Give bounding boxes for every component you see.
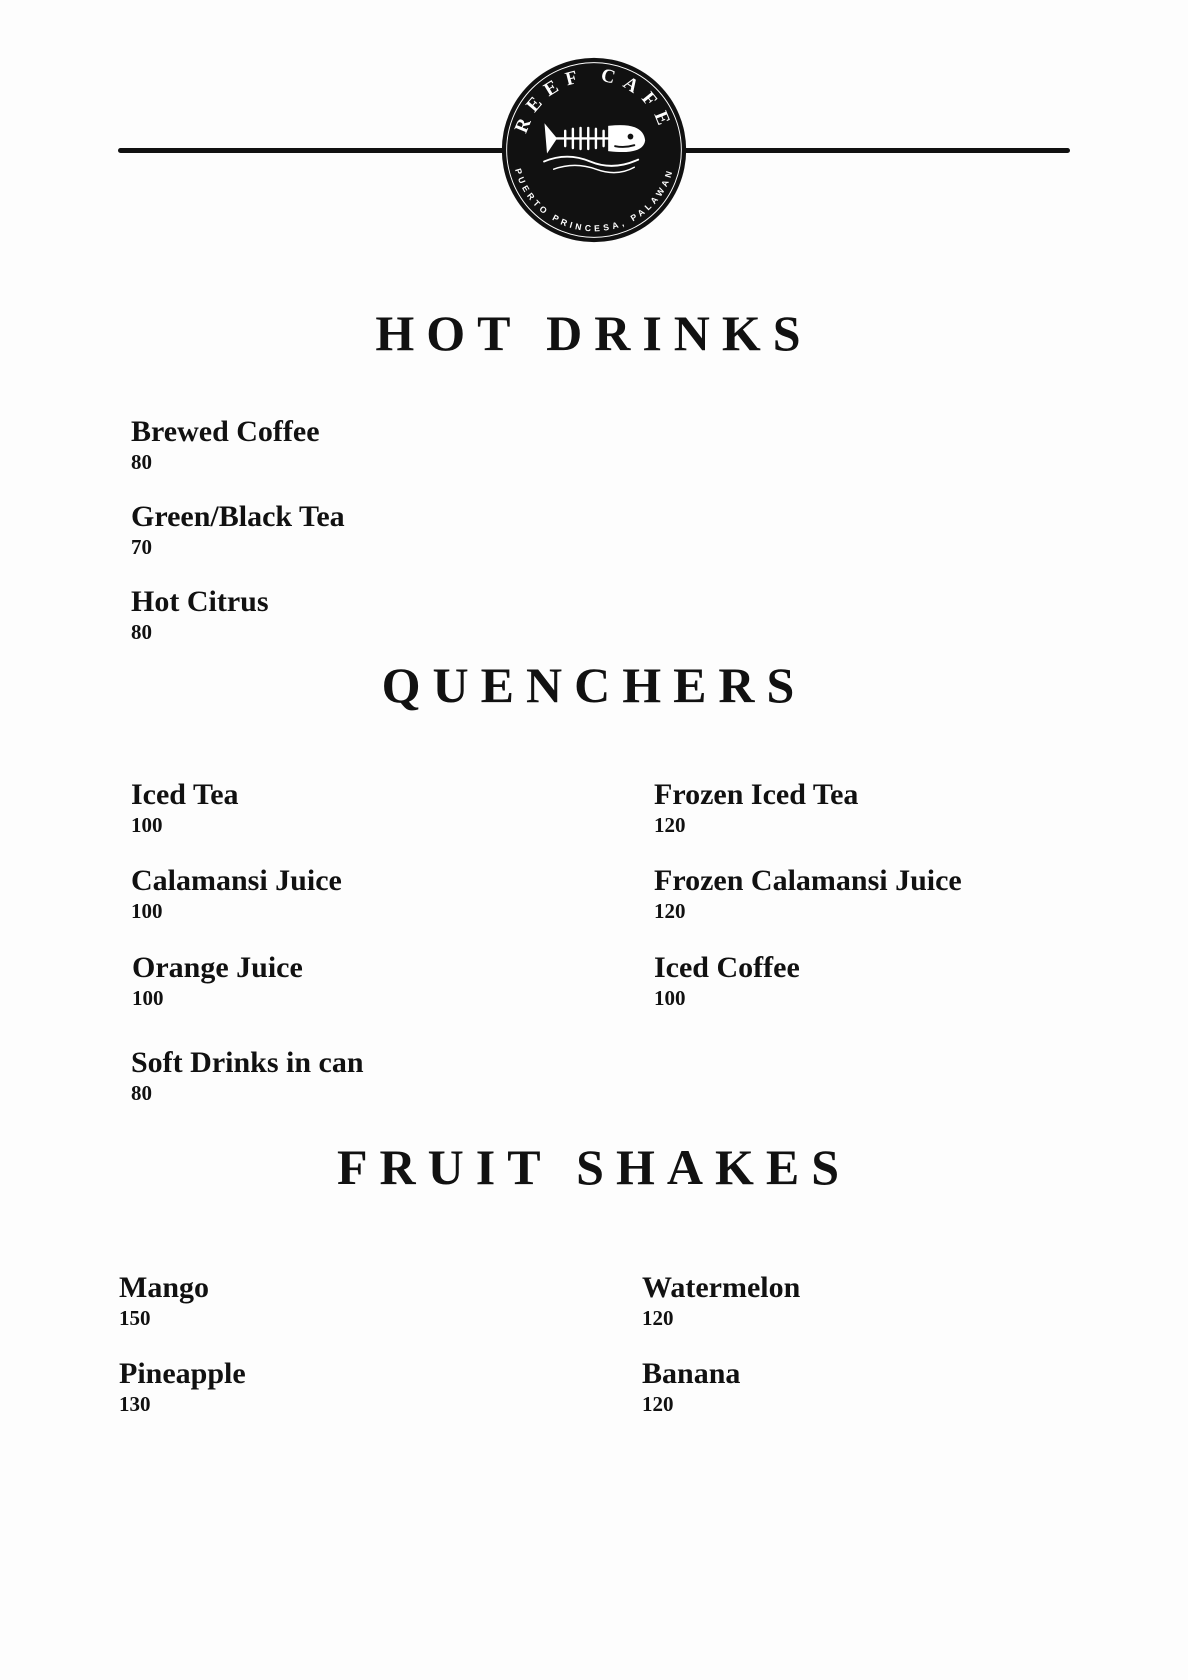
item-name: Hot Citrus [131,585,269,618]
header-rule-right [680,148,1070,153]
item-price: 120 [654,899,686,923]
item-name: Soft Drinks in can [131,1046,364,1079]
section-title-quenchers: QUENCHERS [381,657,807,713]
menu-item [119,1358,246,1416]
item-price: 120 [642,1306,674,1330]
item-price: 150 [119,1306,151,1330]
menu-item [131,586,269,644]
item-price: 100 [131,813,163,837]
reef-cafe-logo [498,54,690,246]
item-name: Frozen Calamansi Juice [654,864,962,897]
item-name: Iced Tea [131,778,239,811]
menu-item [132,952,303,1010]
item-name: Watermelon [642,1271,801,1304]
item-name: Pineapple [119,1357,246,1390]
item-name: Frozen Iced Tea [654,778,859,811]
menu-item [654,779,858,837]
menu-item [131,865,342,923]
item-name: Orange Juice [132,951,303,984]
item-price: 80 [131,450,152,474]
item-name: Mango [119,1271,209,1304]
item-price: 70 [131,535,152,559]
item-price: 100 [132,986,164,1010]
item-name: Iced Coffee [654,951,800,984]
item-price: 100 [654,986,686,1010]
item-price: 120 [654,813,686,837]
item-name: Calamansi Juice [131,864,342,897]
menu-item [131,1047,364,1105]
item-name: Green/Black Tea [131,500,345,533]
menu-item [654,865,962,923]
menu-item [131,779,239,837]
item-price: 120 [642,1392,674,1416]
menu-item [131,501,345,559]
menu-item [654,952,800,1010]
menu-item [642,1358,740,1416]
header-rule-left [118,148,508,153]
logo-top-text: REEF CAFE [511,64,677,136]
section-title-fruit-shakes: FRUIT SHAKES [336,1139,852,1195]
section-title-hot-drinks: HOT DRINKS [375,305,813,361]
item-price: 100 [131,899,163,923]
item-price: 80 [131,1081,152,1105]
item-price: 130 [119,1392,151,1416]
item-name: Brewed Coffee [131,415,320,448]
menu-item [119,1272,209,1330]
logo-bottom-text: PUERTO PRINCESA, PALAWAN [513,167,675,234]
item-name: Banana [642,1357,741,1390]
menu-item [131,416,320,474]
menu-item [642,1272,800,1330]
item-price: 80 [131,620,152,644]
